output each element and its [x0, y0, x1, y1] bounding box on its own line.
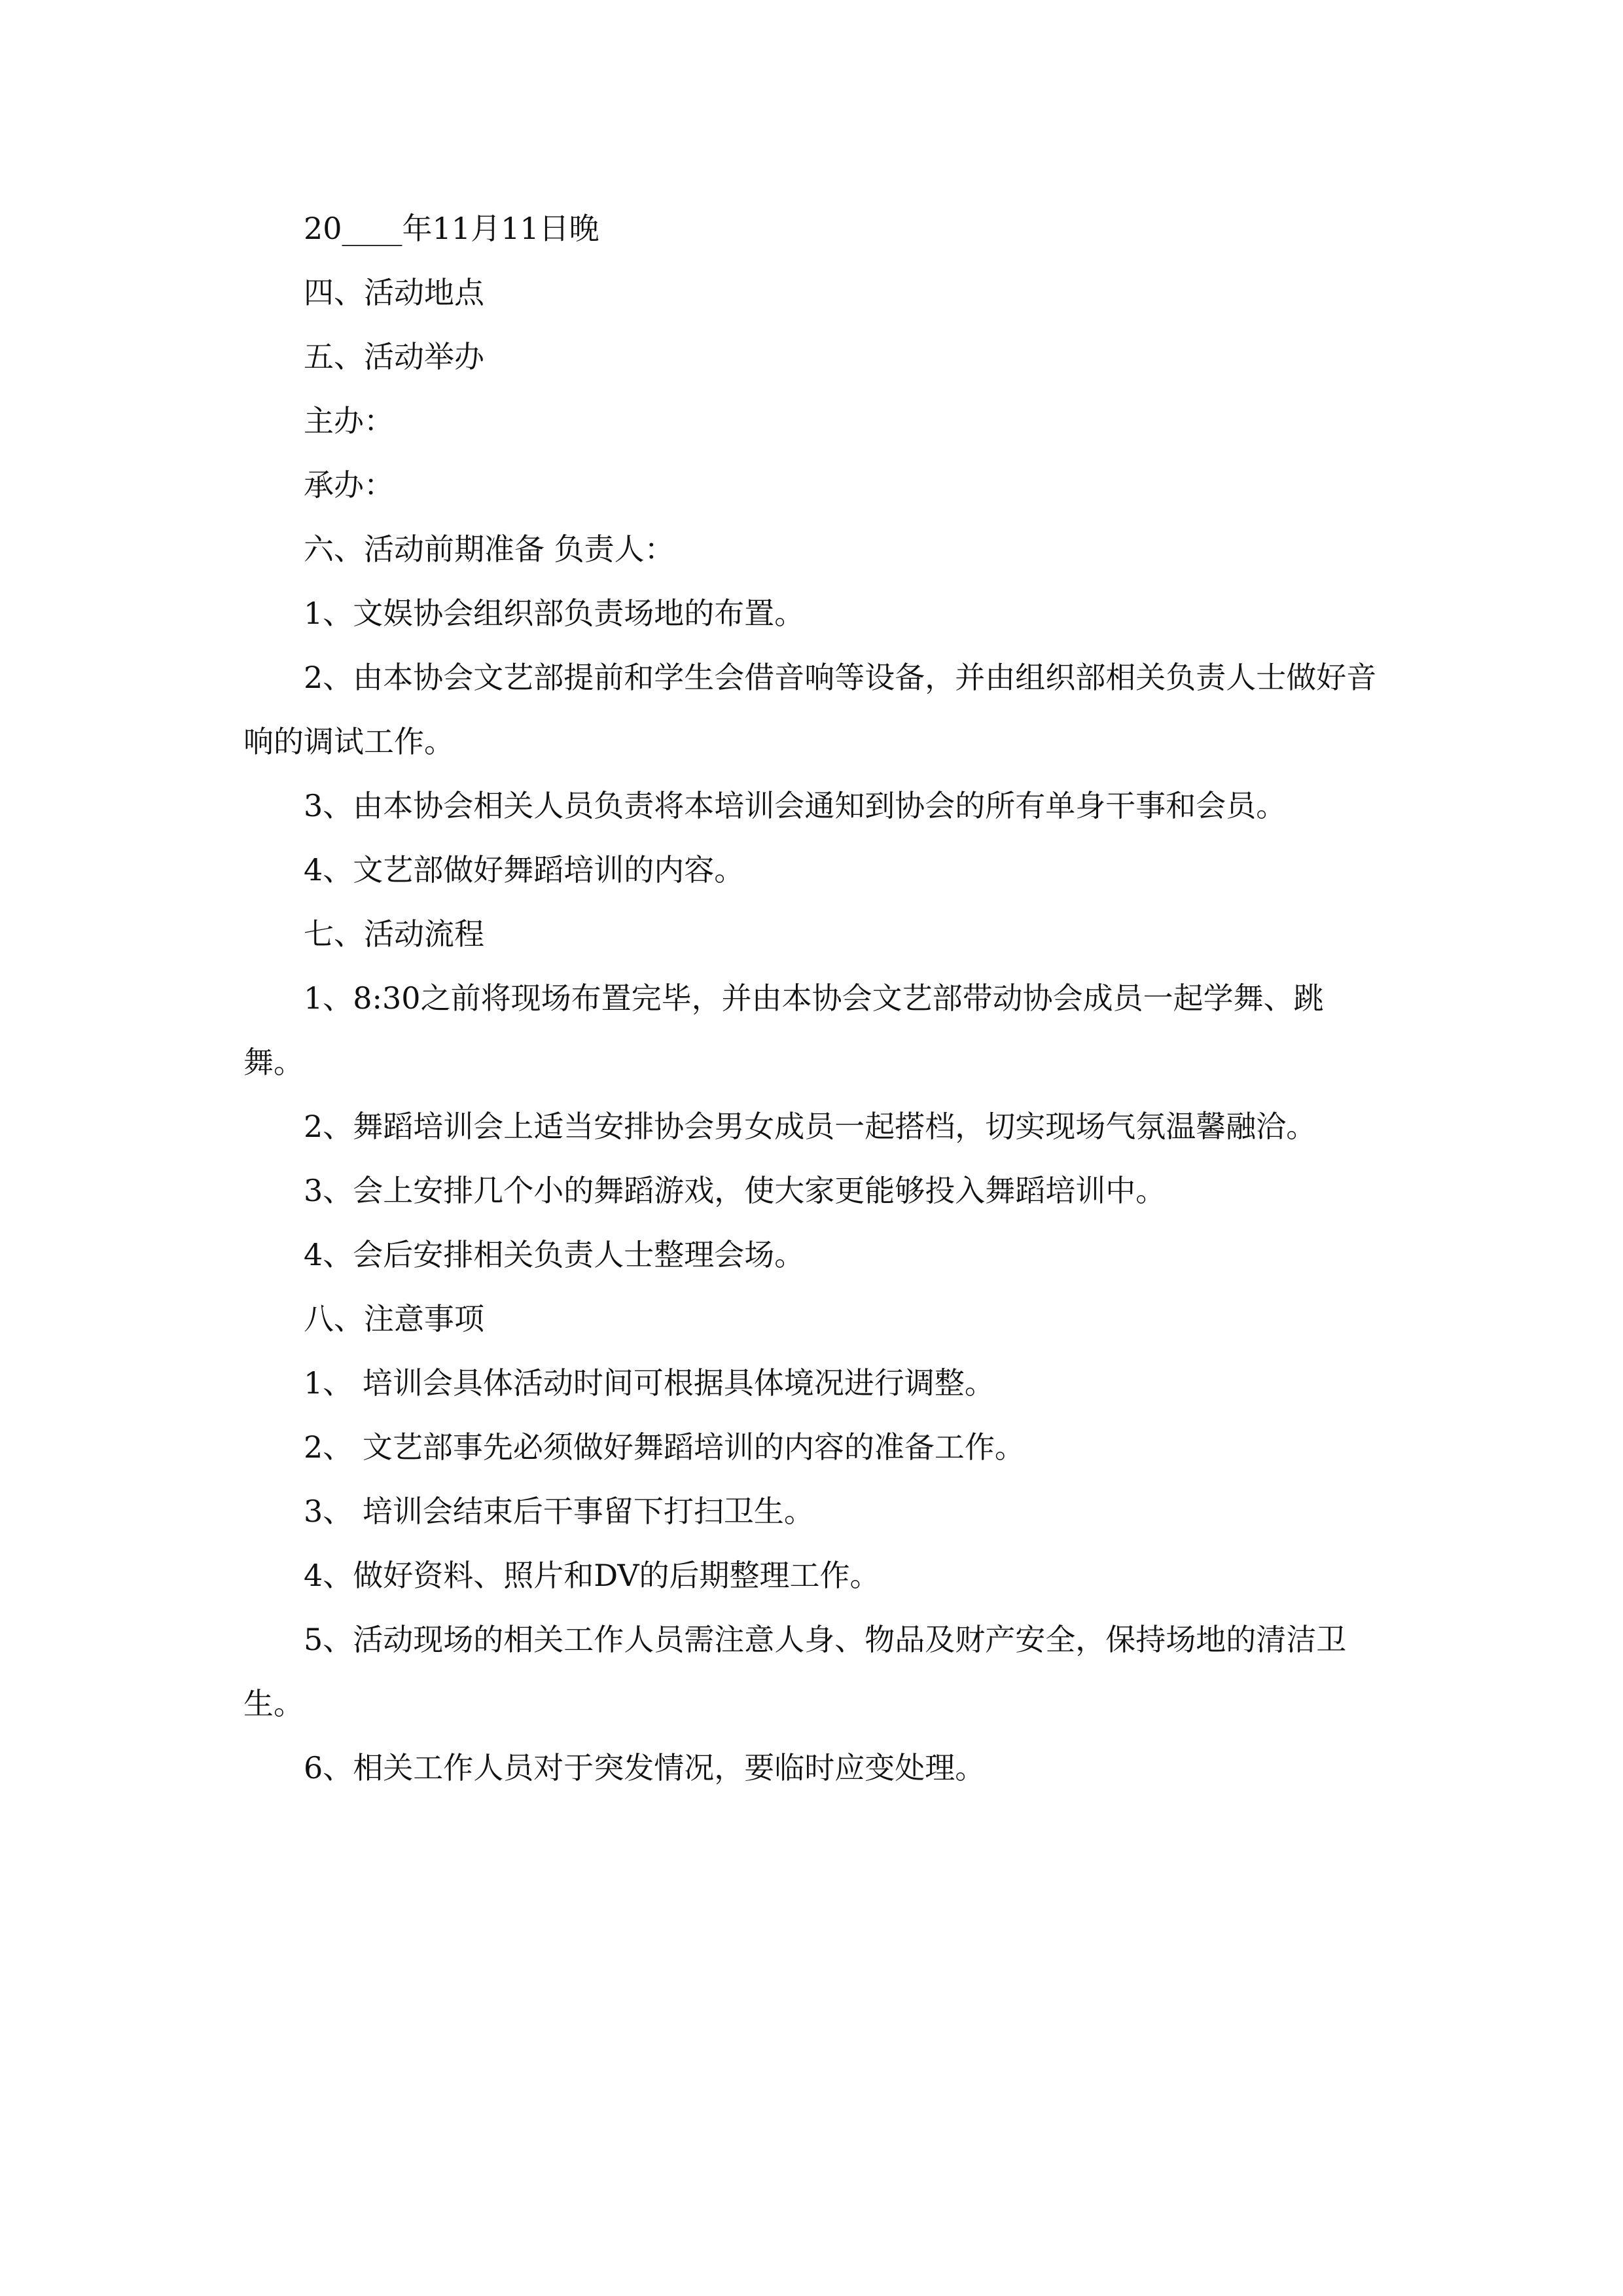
notes-item: 6、相关工作人员对于突发情况，要临时应变处理。 — [304, 1750, 986, 1785]
section-heading-notes: 八、注意事项 — [304, 1301, 484, 1336]
section-heading-location: 四、活动地点 — [304, 275, 484, 310]
section-heading-process: 七、活动流程 — [304, 916, 484, 952]
notes-item: 1、 培训会具体活动时间可根据具体境况进行调整。 — [304, 1365, 995, 1401]
section-heading-organizers: 五、活动举办 — [304, 339, 484, 374]
preparation-item: 3、由本协会相关人员负责将本培训会通知到协会的所有单身干事和会员。 — [304, 788, 1287, 823]
section-heading-preparation: 六、活动前期准备 负责人： — [304, 531, 675, 567]
process-item: 4、会后安排相关负责人士整理会场。 — [304, 1237, 805, 1272]
co-organizer-line: 承办： — [304, 467, 394, 503]
event-date: 20____年11月11日晚 — [304, 211, 599, 246]
preparation-item: 1、文娱协会组织部负责场地的布置。 — [304, 596, 805, 631]
preparation-item: 4、文艺部做好舞蹈培训的内容。 — [304, 852, 745, 888]
preparation-item: 2、由本协会文艺部提前和学生会借音响等设备，并由组织部相关负责人士做好音响的调试工作。 — [243, 660, 1377, 759]
process-item: 2、舞蹈培训会上适当安排协会男女成员一起搭档，切实现场气氛温馨融洽。 — [304, 1109, 1317, 1144]
notes-item: 3、 培训会结束后干事留下打扫卫生。 — [304, 1494, 814, 1529]
notes-item: 2、 文艺部事先必须做好舞蹈培训的内容的准备工作。 — [304, 1429, 1025, 1465]
process-item: 1、8:30之前将现场布置完毕，并由本协会文艺部带动协会成员一起学舞、跳舞。 — [243, 980, 1324, 1080]
host-line: 主办： — [304, 403, 394, 439]
document-body — [243, 196, 1382, 1800]
process-item: 3、会上安排几个小的舞蹈游戏，使大家更能够投入舞蹈培训中。 — [304, 1173, 1166, 1208]
notes-item: 4、做好资料、照片和DV的后期整理工作。 — [304, 1558, 880, 1593]
notes-item: 5、活动现场的相关工作人员需注意人身、物品及财产安全，保持场地的清洁卫生。 — [243, 1622, 1347, 1721]
